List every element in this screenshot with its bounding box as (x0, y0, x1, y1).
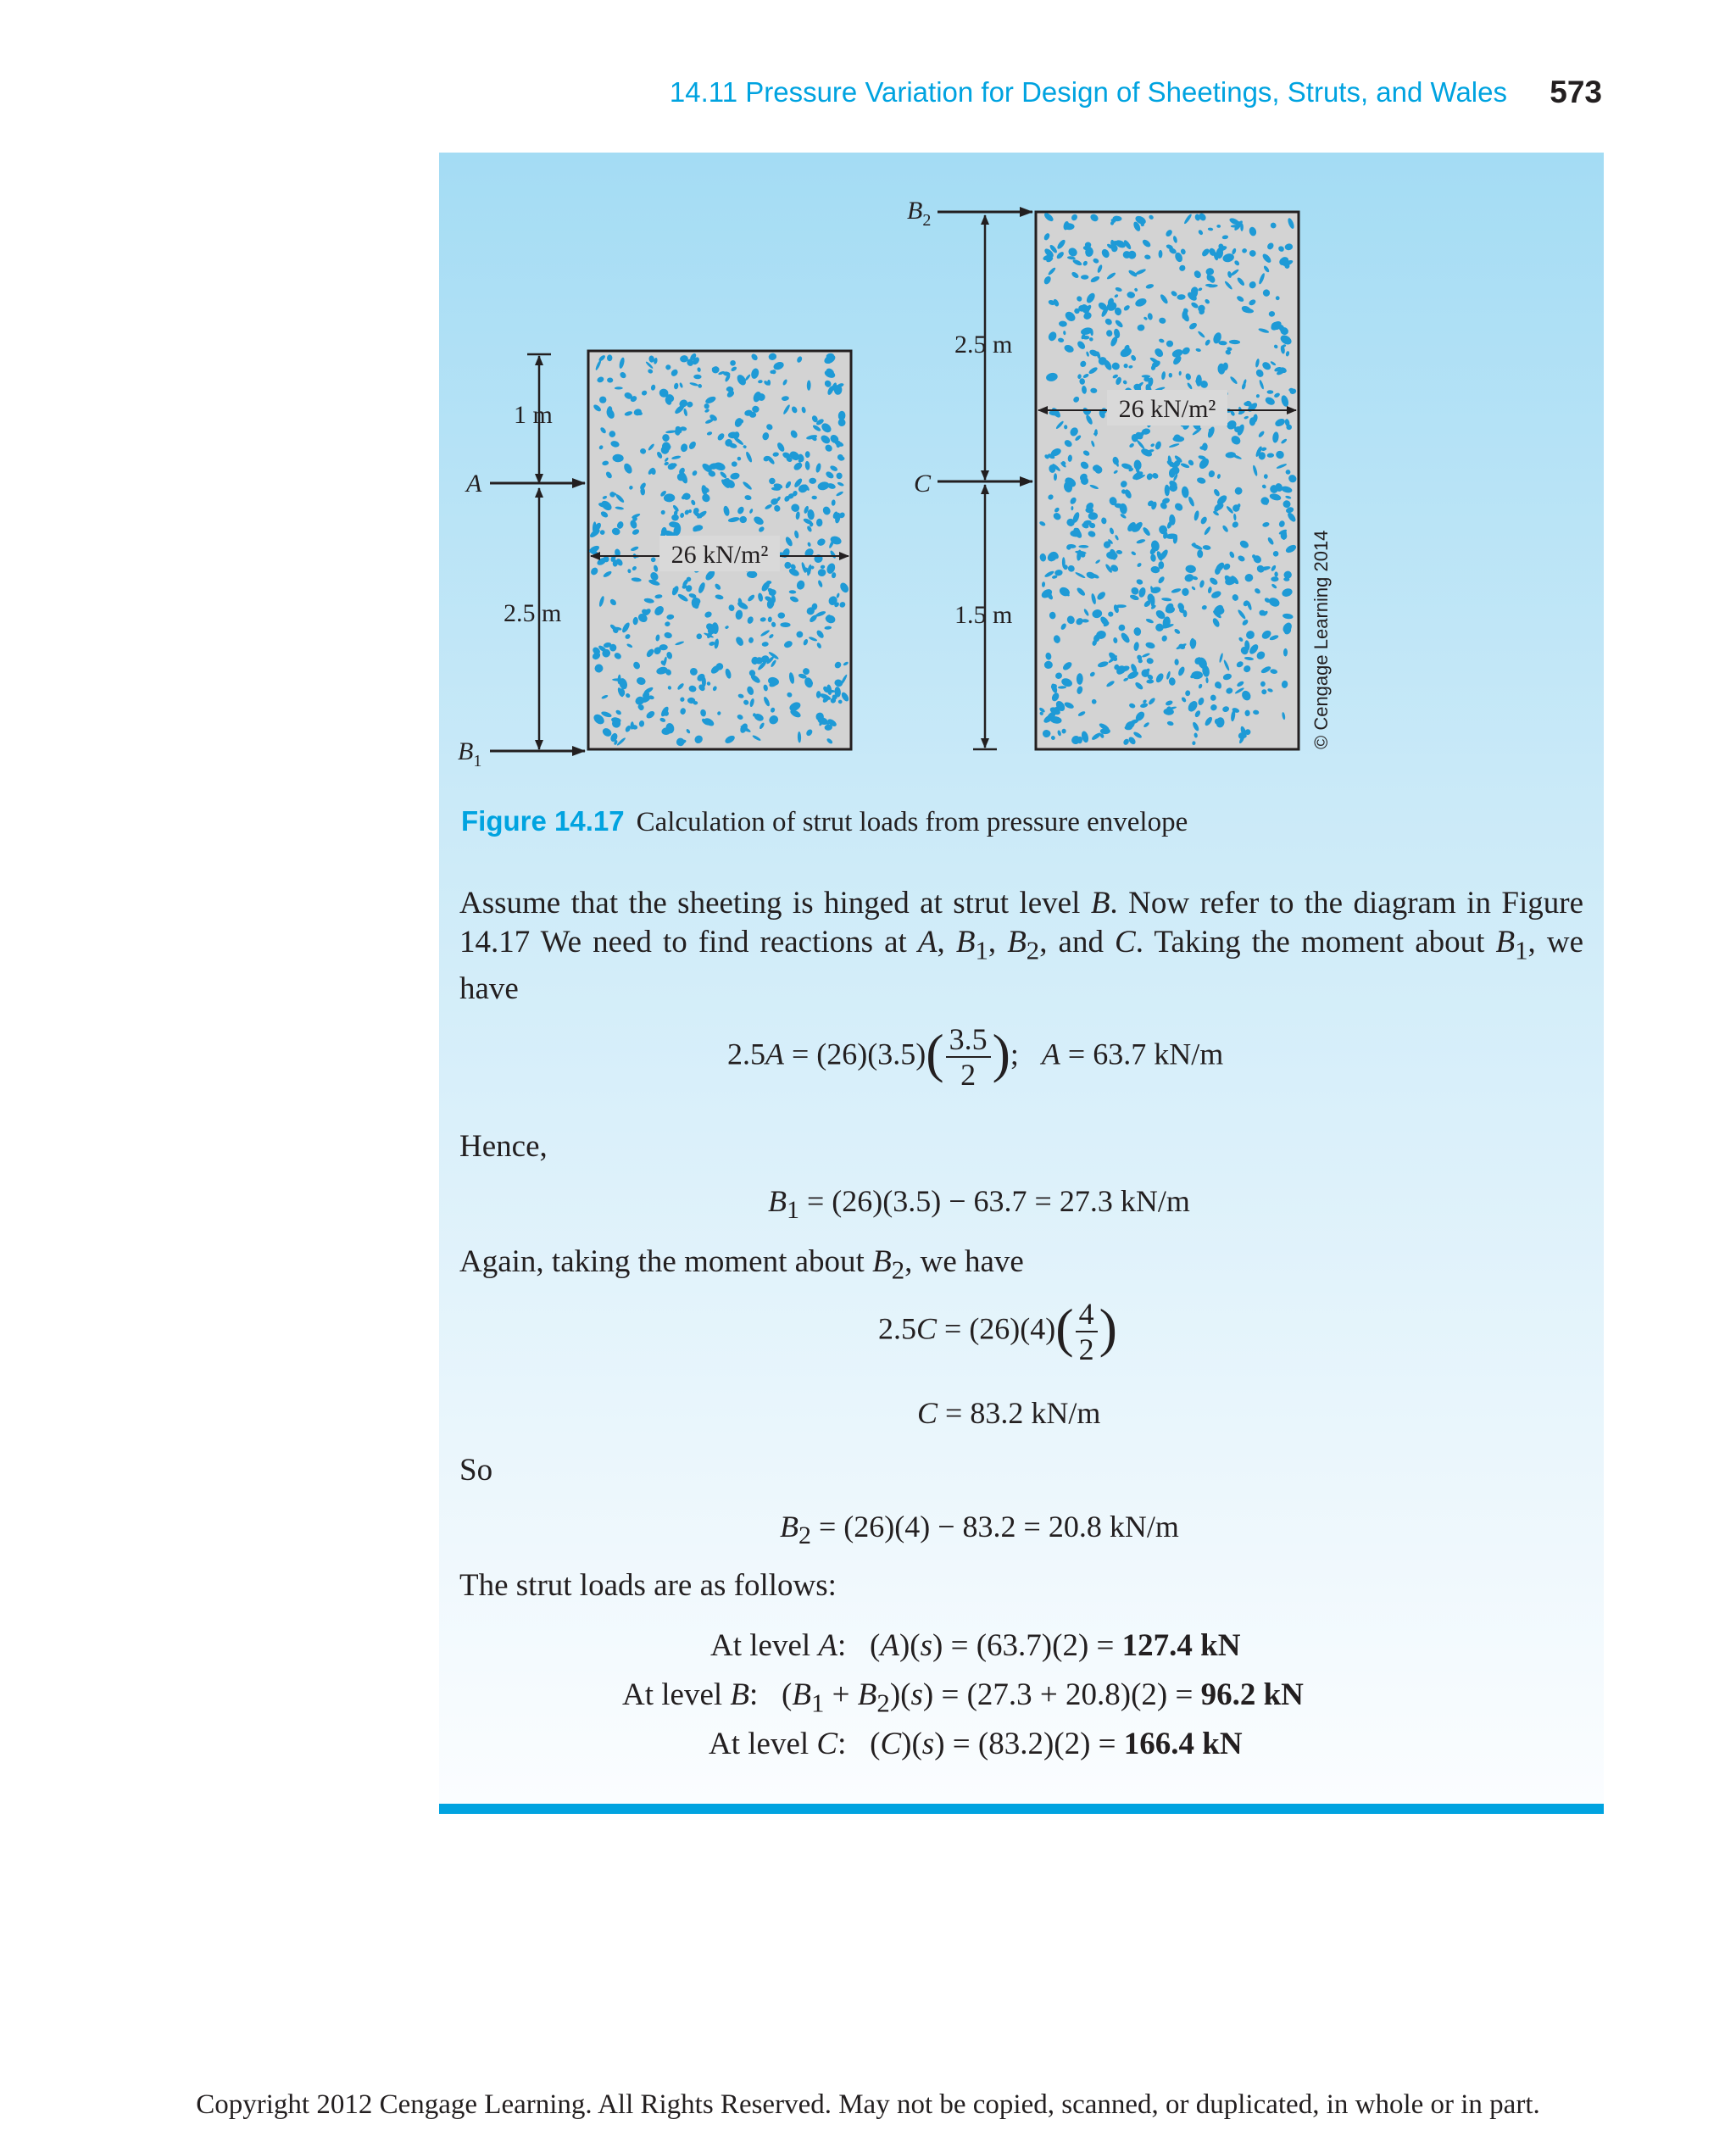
text-hence: Hence, (459, 1129, 548, 1164)
left-dim-1m-label: 1 m (514, 401, 553, 429)
equation-B2: $B_2 = (26)(4) - 83.2 = 20.8$ kN/m (780, 1510, 1179, 1550)
section-title: 14.11 Pressure Variation for Design of Sheetings, Struts, and Wales (669, 76, 1507, 108)
right-dim-2-5m-label: 2.5 m (954, 331, 1013, 359)
paragraph-strut-loads: The strut loads are as follows: (459, 1568, 837, 1603)
strut-load-level-B: At level B: $(B_1 + B_2)(s) = (27.3 + 20.8)(2) = 96.2$ kN (622, 1677, 1304, 1718)
strut-label-A: A (466, 470, 482, 498)
strut-load-level-A: At level A: (A)(s) = (63.7)(2) = 127.4 kN (710, 1628, 1241, 1663)
paragraph-moment-B2: Again, taking the moment about $B_2$, we have (459, 1244, 1024, 1285)
strut-label-C: C (914, 470, 932, 498)
figure-credit: © Cengage Learning 2014 (1310, 530, 1332, 749)
equation-C-result: C = 83.2 kN/m (917, 1396, 1101, 1430)
strut-label-B2: $B_2$ (907, 197, 932, 230)
left-pressure-label: 26 kN/m² (670, 541, 769, 569)
figure-caption (461, 805, 1188, 838)
strut-load-level-C: At level C: (C)(s) = (83.2)(2) = 166.4 kN (709, 1727, 1243, 1761)
right-pressure-label: 26 kN/m² (1118, 395, 1216, 423)
equation-moment-B1: 2.5A = (26)(3.5)( $\frac{3.5}{2}$ ); A = 63.7 kN/m (727, 1022, 1224, 1092)
speckle (816, 519, 822, 527)
paragraph-intro: Assume that the sheeting is hinged at strut level B. Now refer to the diagram in Figure 14.17 We need to find reactions at A, $B_1$, $B_2$, and C. Taking the moment about $B_1$, we have (459, 886, 1584, 1007)
caption-number: Figure 14.17 (461, 805, 625, 837)
right-sheeting-block (1036, 212, 1299, 749)
equation-moment-C: 2.5C = (26)(4)( $\frac{4}{2}$ ) (878, 1297, 1117, 1366)
speckle (1166, 341, 1173, 348)
equation-B1: $B_1 = (26)(3.5) - 63.7 = 27.3$ kN/m (768, 1184, 1190, 1225)
copyright-notice: Copyright 2012 Cengage Learning. All Rights Reserved. May not be copied, scanned, or duplicated, in whole or in part. (196, 2089, 1540, 2120)
speckle (599, 397, 606, 403)
text-so: So (459, 1453, 493, 1488)
right-dim-1-5m-label: 1.5 m (954, 601, 1013, 629)
strut-load-figure (0, 0, 1736, 814)
strut-label-B1: $B_1$ (458, 737, 482, 770)
left-dim-2-5m-label: 2.5 m (504, 599, 562, 627)
panel-bottom-rule (439, 1804, 1604, 1814)
caption-text: Calculation of strut loads from pressure envelope (636, 807, 1188, 837)
speckle (1108, 612, 1113, 617)
page-number: 573 (1550, 75, 1602, 109)
